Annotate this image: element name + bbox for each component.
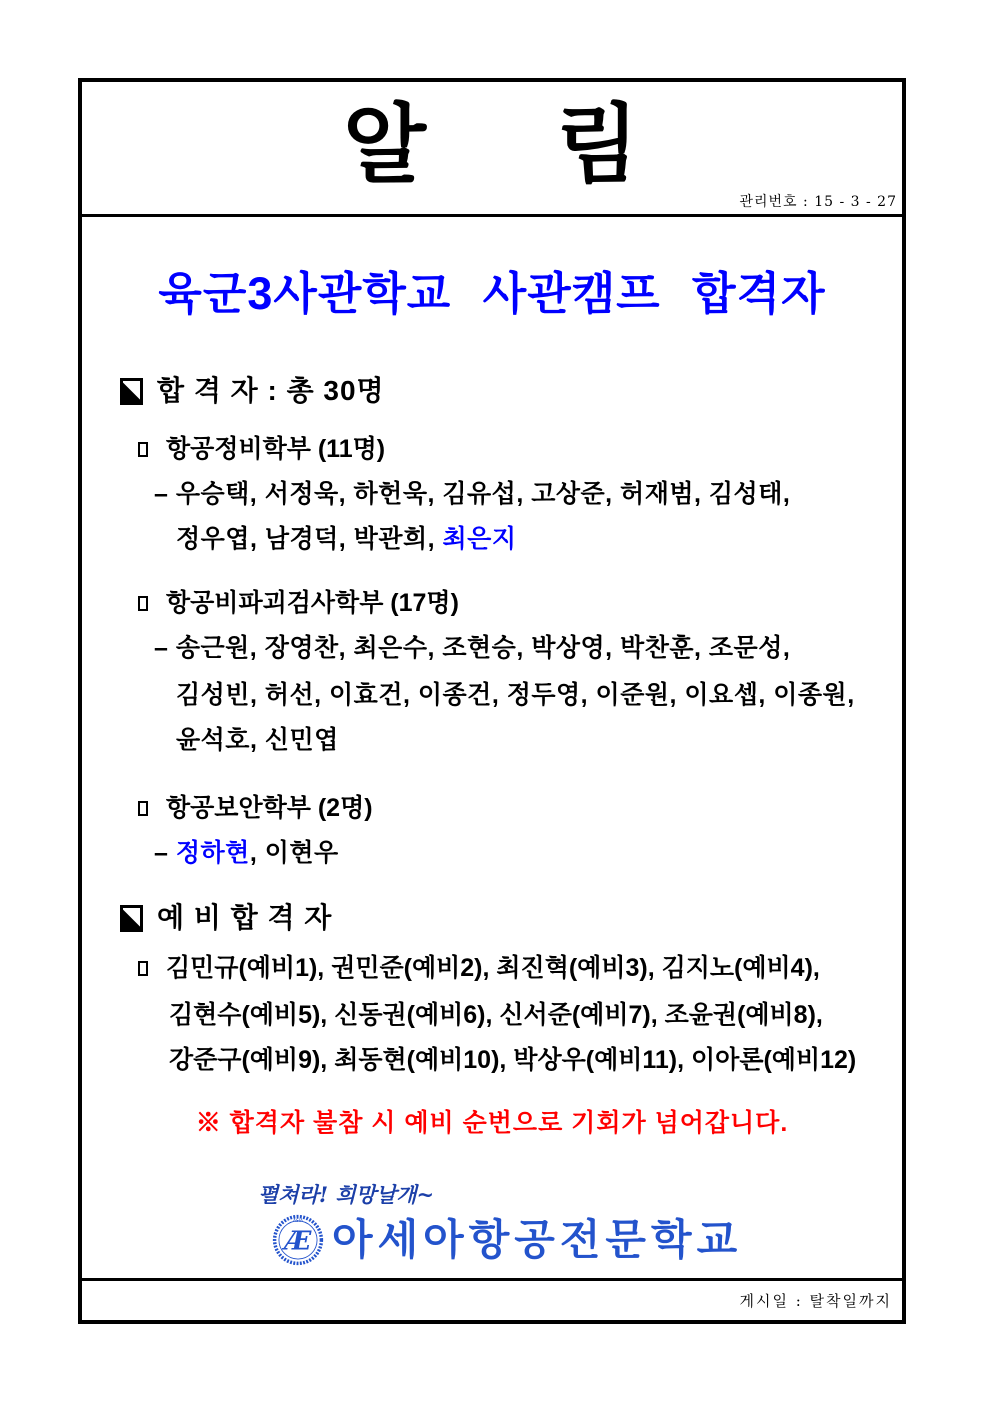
group-label-maintenance [138, 435, 902, 464]
name-line: 윤석호, 신민엽 [176, 725, 339, 754]
diagonal-square-bullet-icon [120, 378, 143, 405]
management-number: 관리번호 : 15 - 3 - 27 [739, 194, 897, 210]
section-heading-reserve [120, 902, 902, 934]
reserve-name-line: 김현수(예비5), 신동권(예비6), 신서준(예비7), 조윤권(예비8), [169, 1000, 823, 1029]
reserve-name-line: 강준구(예비9), 최동현(예비10), 박상우(예비11), 이아론(예비12) [169, 1045, 857, 1074]
highlighted-name: 최은지 [442, 524, 517, 553]
absence-warning-text: ※ 합격자 불참 시 예비 순번으로 기회가 넘어갑니다. [195, 1109, 789, 1138]
section-heading-label: 합 격 자 : 총 30명 [157, 375, 385, 406]
name-line-text: 정우엽, 남경덕, 박관희, [176, 524, 443, 553]
square-bullet-icon [138, 961, 148, 976]
document-footer [82, 1278, 902, 1320]
name-line: – 송근원, 장영찬, 최은수, 조현승, 박상영, 박찬훈, 조문성, [154, 634, 791, 663]
reserve-line-text: 김민규(예비1), 권민준(예비2), 최진혁(예비3), 김지노(예비4), [166, 954, 820, 983]
section-heading-passers [120, 375, 902, 407]
posting-period-text: 게시일 : 탈착일까지 [739, 1292, 892, 1310]
group-label-text: 항공정비학부 (11명) [166, 435, 386, 464]
name-line-text: , 이현우 [249, 839, 339, 868]
school-slogan: 펼쳐라! 희망날개~ [258, 1182, 435, 1208]
square-bullet-icon [138, 442, 148, 457]
section-heading-label: 예 비 합 격 자 [157, 901, 333, 933]
page-title: 육군3사관학교 사관캠프 합격자 [158, 268, 826, 319]
asea-emblem-icon [272, 1214, 324, 1266]
reserve-name-line [138, 954, 902, 983]
diagonal-square-bullet-icon [120, 905, 143, 932]
emblem-monogram: Æ [284, 1226, 312, 1257]
name-line: – 우승택, 서정욱, 하헌욱, 김유섭, 고상준, 허재범, 김성태, [154, 479, 791, 508]
school-name: 아세아항공전문학교 [332, 1214, 743, 1264]
square-bullet-icon [138, 596, 148, 611]
highlighted-name: 정하현 [175, 839, 250, 868]
group-label-text: 항공보안학부 (2명) [166, 794, 373, 823]
group-label-ndt [138, 589, 902, 618]
document-body [82, 217, 902, 1278]
emblem-arc-text: ASIA [293, 1218, 303, 1224]
name-line [176, 525, 902, 554]
notice-title: 알 림 [343, 94, 641, 195]
name-line-text: – [154, 839, 176, 868]
name-line: 김성빈, 허선, 이효건, 이종건, 정두영, 이준원, 이요셉, 이종원, [176, 680, 855, 709]
document-header [82, 82, 902, 217]
group-label-security [138, 794, 902, 823]
school-signature [272, 1212, 902, 1268]
document-frame [78, 78, 906, 1324]
name-line [154, 839, 902, 868]
group-label-text: 항공비파괴검사학부 (17명) [166, 589, 459, 618]
square-bullet-icon [138, 801, 148, 816]
